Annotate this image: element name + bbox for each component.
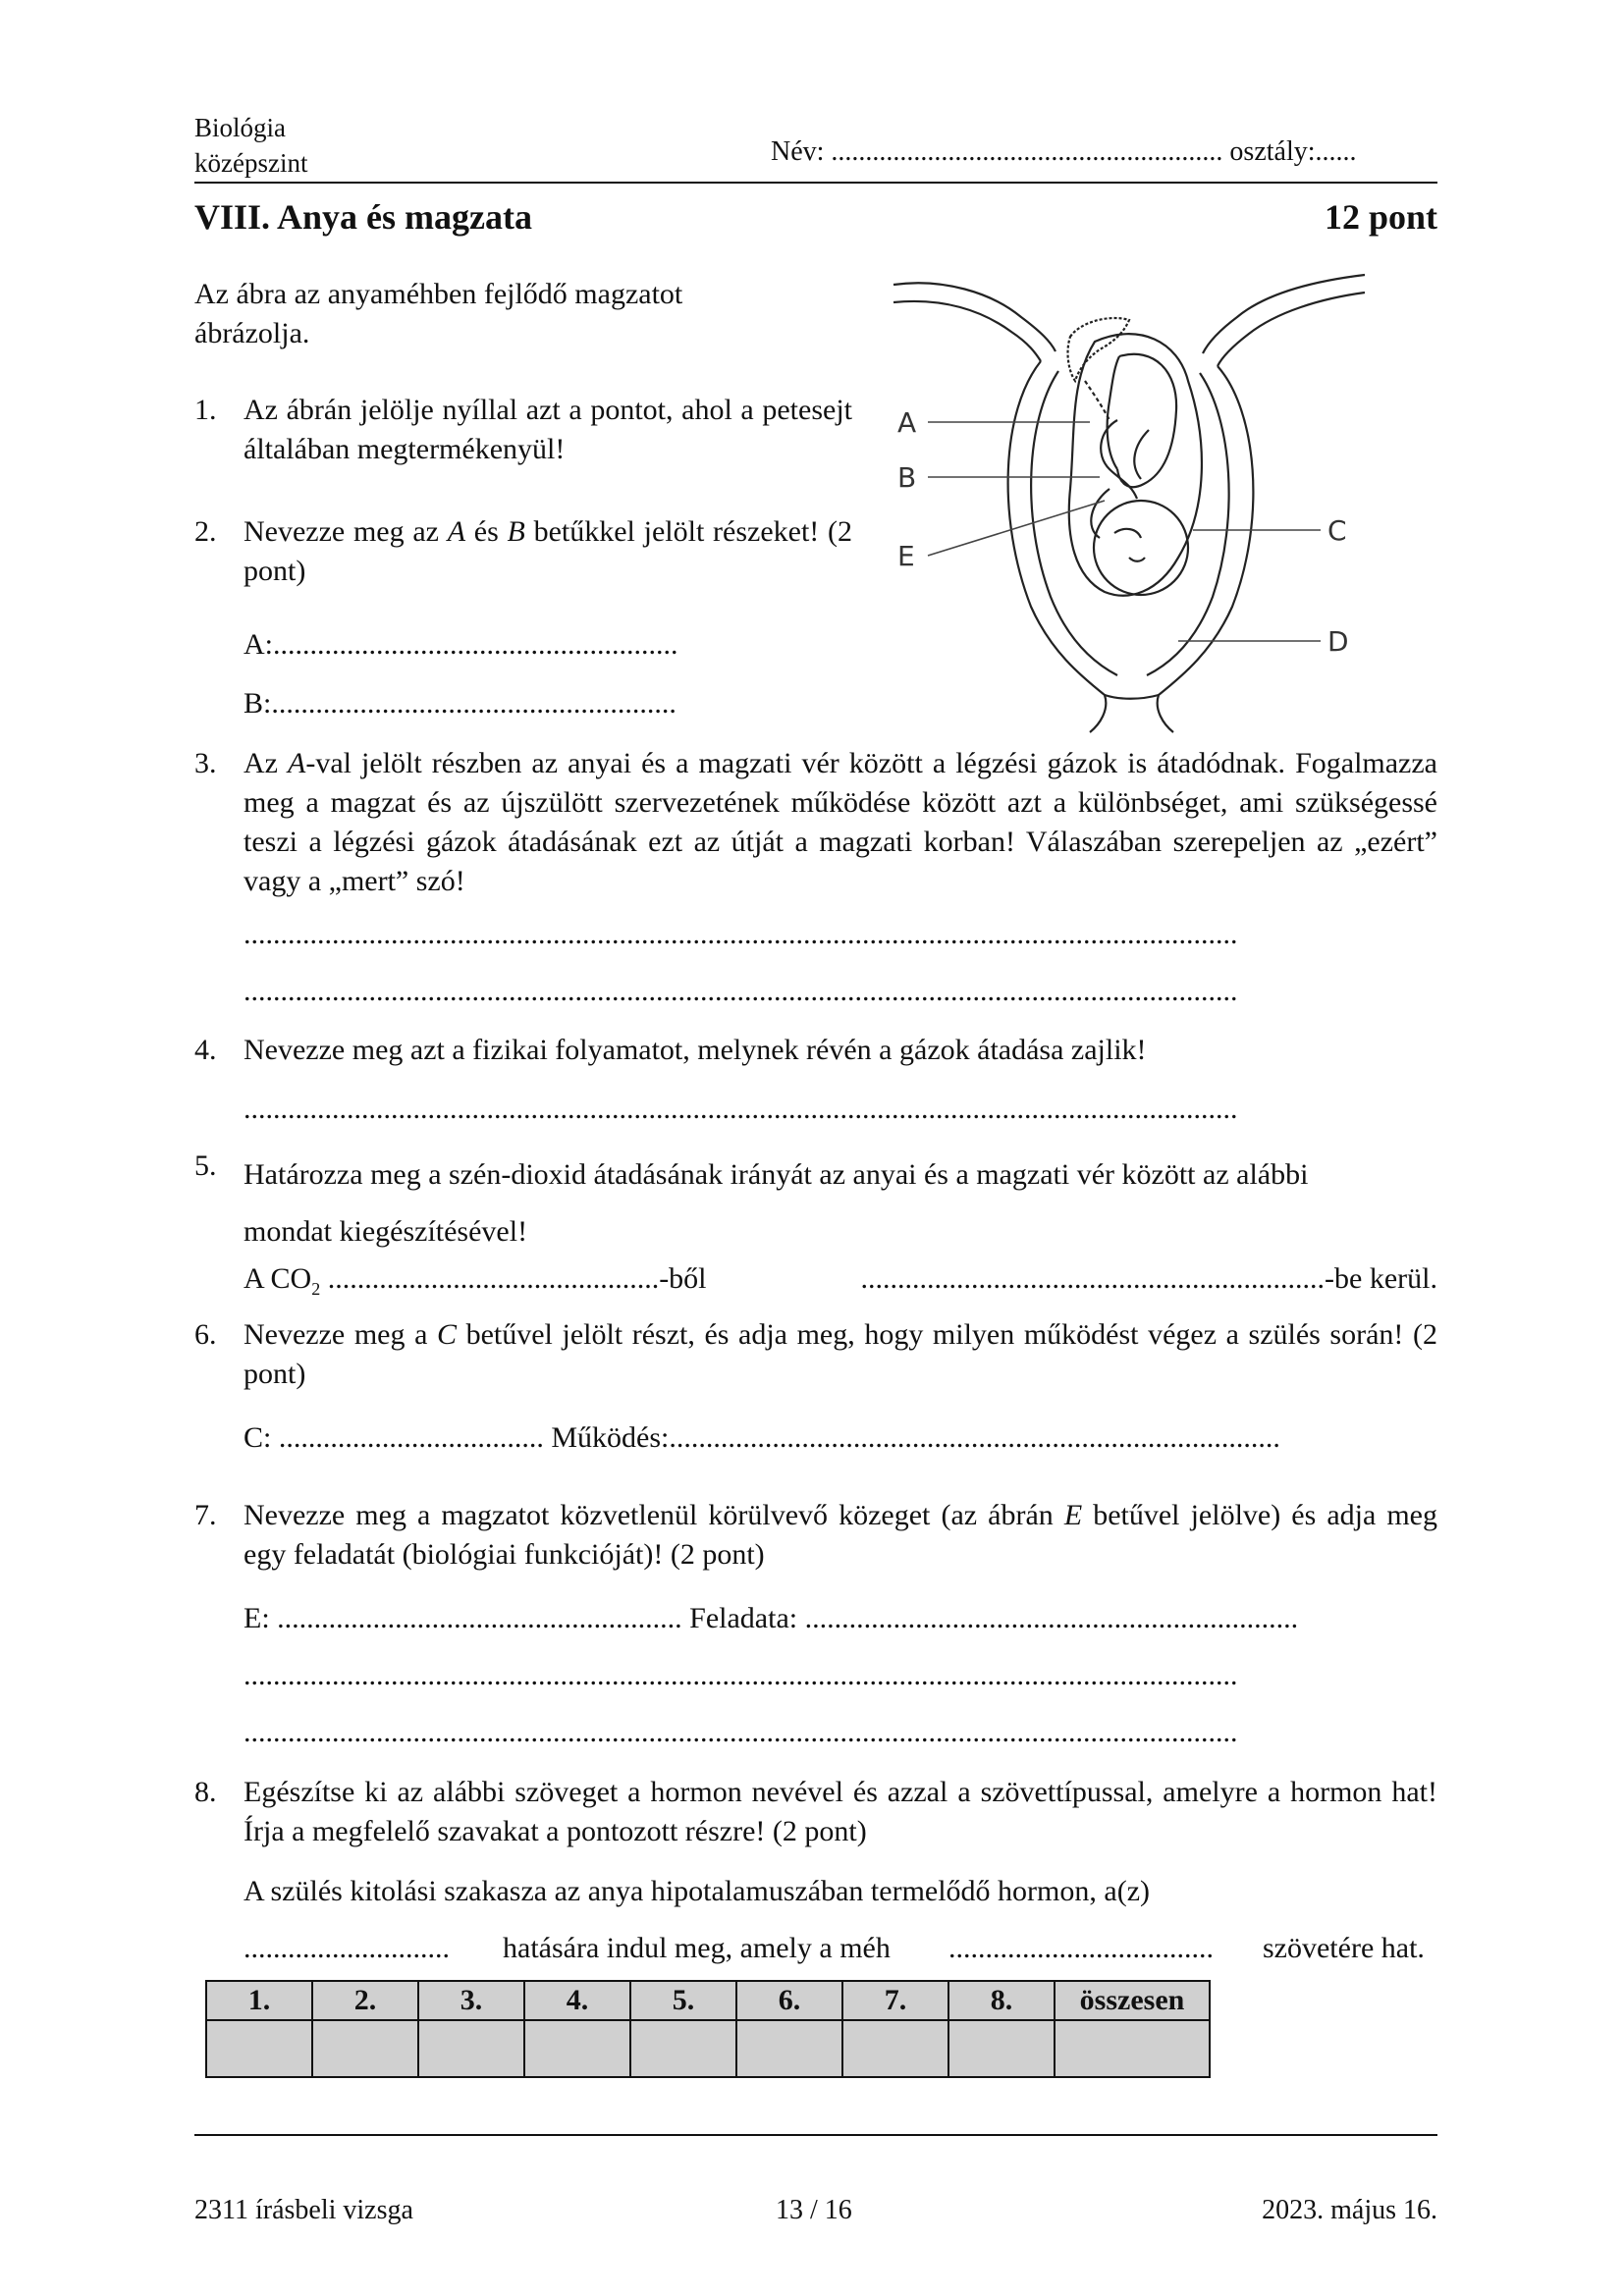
question-8-sentence: A szülés kitolási szakasza az anya hipotalamuszában termelődő hormon, a(z) [244,1875,1150,1907]
question-number: 2. [194,515,217,548]
header-divider [194,182,1437,184]
level-label: középszint [194,148,308,178]
section-title: VIII. Anya és magzata [194,197,533,237]
question-number: 7. [194,1499,217,1531]
question-text: Nevezze meg az A és B betűkkel jelölt részeket! (2 pont) [244,515,852,587]
score-cell[interactable] [206,2020,312,2077]
diagram-label-b: B [897,461,917,494]
question-number: 8. [194,1776,217,1808]
question-number: 1. [194,394,217,426]
score-cell[interactable] [524,2020,630,2077]
score-header: 5. [630,1981,736,2020]
question-number: 6. [194,1318,217,1351]
question-text: Nevezze meg a magzatot közvetlenül körülvevő közeget (az ábrán E betűvel jelölve) és adja meg egy feladatát (biológiai funkcióját)! (2 pont) [244,1499,1437,1571]
question-text: Egészítse ki az alábbi szöveget a hormon nevével és azzal a szövettípussal, amelyre a hormon hat! Írja a megfelelő szavakat a pontozott részre! (2 pont) [244,1776,1437,1847]
question-text: Az ábrán jelölje nyíllal azt a pontot, ahol a petesejt általában megtermékenyül! [244,394,852,465]
question-text: Határozza meg a szén-dioxid átadásának irányát az anyai és a magzati vér között az alábbi mondat kiegészítésével! [244,1158,1309,1248]
footer-exam-code: 2311 írásbeli vizsga [194,2195,413,2225]
answer-field-a[interactable]: A:....................................................... [244,628,678,661]
score-header: 1. [206,1981,312,2020]
question-6 [194,1315,1437,1394]
subject-label: Biológia [194,113,286,142]
label-line-e [928,501,1105,556]
score-header-total: összesen [1055,1981,1210,2020]
score-header: 6. [736,1981,842,2020]
question-text: Nevezze meg a C betűvel jelölt részt, és adja meg, hogy milyen működést végez a szülés során! (2 pont) [244,1318,1437,1390]
answer-field-c[interactable]: C: .................................... Működés:................................................................................... [244,1421,1280,1454]
footer-divider [194,2134,1437,2136]
question-number: 3. [194,747,217,779]
score-cell[interactable] [948,2020,1055,2077]
diagram-label-c: C [1327,514,1347,547]
score-header: 4. [524,1981,630,2020]
intro-text: Az ábra az anyaméhben fejlődő magzatot ábrázolja. [194,278,683,349]
score-header: 7. [842,1981,948,2020]
answer-line-3a[interactable]: ....................................................................................................................................... [244,918,1238,950]
score-cell[interactable] [312,2020,418,2077]
section-points: 12 pont [1324,197,1437,237]
question-8-sentence-mid: hatására indul meg, amely a méh [503,1932,891,1964]
answer-line-7b[interactable]: ....................................................................................................................................... [244,1716,1238,1748]
name-class-field[interactable]: Név: ......................................................... osztály:...... [771,136,1357,167]
footer-date: 2023. május 16. [1262,2195,1437,2225]
question-2 [194,512,852,601]
score-header: 2. [312,1981,418,2020]
answer-field-co2-from[interactable]: A $CO_2$ .............................................-ből [244,1262,707,1299]
diagram-label-e: E [897,540,915,572]
fetus-in-uterus-diagram [884,263,1375,734]
answer-field-hormone[interactable]: ............................ [244,1932,450,1964]
question-8-sentence-end: szövetére hat. [1263,1932,1425,1964]
score-table [205,1980,1211,2078]
score-cell[interactable] [736,2020,842,2077]
score-cell-total[interactable] [1055,2020,1210,2077]
question-text: Nevezze meg azt a fizikai folyamatot, melynek révén a gázok átadása zajlik! [244,1034,1147,1066]
question-4 [194,1031,1437,1070]
answer-field-b[interactable]: B:....................................................... [244,687,677,720]
question-text: Az A-val jelölt részben az anyai és a magzati vér között a légzési gázok is átadódnak. Fogalmazza meg a magzat és az újszülött szervezetének működése között azt a különbséget, ami szükségessé teszi a légzési gázok átadásának ezt az útját a magzati korban! Válaszában szerepeljen az „ezért” vagy a „mert” szó! [244,747,1438,897]
score-header: 3. [418,1981,524,2020]
answer-field-tissue[interactable]: .................................... [948,1932,1214,1964]
answer-line-3b[interactable]: ....................................................................................................................................... [244,975,1238,1007]
answer-field-co2-to[interactable]: ...............................................................-be kerül. [860,1262,1437,1295]
question-number: 5. [194,1149,217,1182]
score-cell[interactable] [418,2020,524,2077]
question-7 [194,1496,1437,1575]
page-header-subject [194,110,307,181]
answer-line-7a[interactable]: ....................................................................................................................................... [244,1659,1238,1691]
footer-page-number: 13 / 16 [776,2195,852,2225]
answer-line-4[interactable]: ....................................................................................................................................... [244,1093,1238,1125]
question-5 [194,1147,1437,1248]
diagram-label-d: D [1327,625,1349,658]
score-header: 8. [948,1981,1055,2020]
score-cell[interactable] [630,2020,736,2077]
question-8 [194,1773,1437,1851]
answer-field-e[interactable]: E: ....................................................... Feladata: ................................................................... [244,1602,1299,1634]
question-number: 4. [194,1034,217,1066]
score-cell[interactable] [842,2020,948,2077]
question-1 [194,391,852,479]
diagram-label-a: A [897,406,917,439]
question-3 [194,744,1437,901]
